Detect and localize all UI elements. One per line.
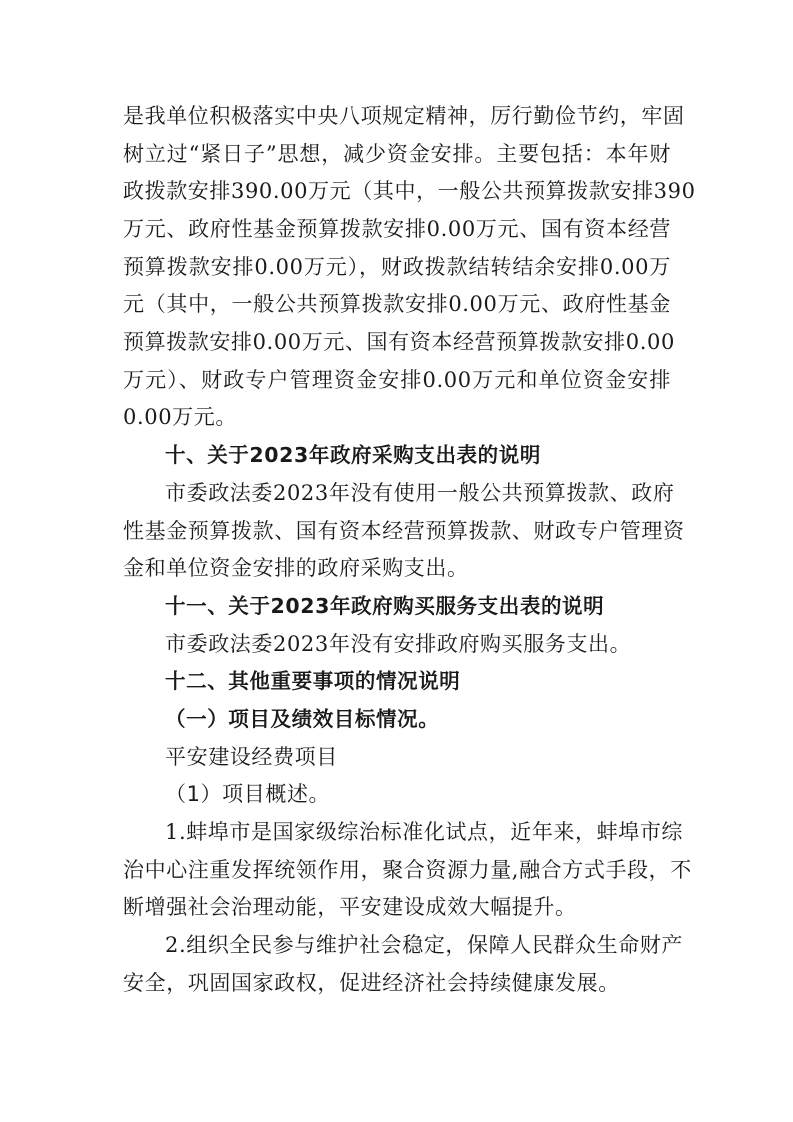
section-10-line-1: 市委政法委2023年没有使用一般公共预算拨款、政府 <box>165 481 675 505</box>
section-10-line-2: 性基金预算拨款、国有资本经营预算拨款、财政专户管理资 <box>123 519 685 543</box>
section-11-heading: 十一、关于2023年政府购买服务支出表的说明 <box>165 594 605 618</box>
section-10-heading: 十、关于2023年政府采购支出表的说明 <box>165 443 541 467</box>
budget-line-3: 政拨款安排390.00万元（其中，一般公共预算拨款安排390 <box>123 179 696 203</box>
item-1-line-1: 1.蚌埠市是国家级综治标准化试点，近年来，蚌埠市综 <box>165 820 684 844</box>
project-name: 平安建设经费项目 <box>165 745 338 769</box>
section-12-subheading: （一）项目及绩效目标情况。 <box>165 707 440 731</box>
budget-line-8: 万元）、财政专户管理资金安排0.00万元和单位资金安排 <box>123 368 671 392</box>
item-1-line-3: 断增强社会治理动能，平安建设成效大幅提升。 <box>123 895 577 919</box>
budget-line-1: 是我单位积极落实中央八项规定精神，厉行勤俭节约，牢固 <box>123 104 685 128</box>
budget-line-2: 树立过“紧日子”思想，减少资金安排。主要包括：本年财 <box>123 142 671 166</box>
item-1-line-2: 治中心注重发挥统领作用，聚合资源力量,融合方式手段，不 <box>123 858 692 882</box>
item-2-line-1: 2.组织全民参与维护社会稳定，保障人民群众生命财产 <box>165 933 684 957</box>
overview-label: （1）项目概述。 <box>165 782 331 806</box>
section-11-line-1: 市委政法委2023年没有安排政府购买服务支出。 <box>165 632 632 656</box>
budget-line-6: 元（其中，一般公共预算拨款安排0.00万元、政府性基金 <box>123 292 671 316</box>
section-10-line-3: 金和单位资金安排的政府采购支出。 <box>123 556 469 580</box>
budget-line-5: 预算拨款安排0.00万元），财政拨款结转结余安排0.00万 <box>123 255 671 279</box>
item-2-line-2: 安全，巩固国家政权，促进经济社会持续健康发展。 <box>123 971 620 995</box>
budget-line-7: 预算拨款安排0.00万元、国有资本经营预算拨款安排0.00 <box>123 330 675 354</box>
budget-line-9: 0.00万元。 <box>123 405 237 429</box>
budget-line-4: 万元、政府性基金预算拨款安排0.00万元、国有资本经营 <box>123 217 671 241</box>
section-12-heading: 十二、其他重要事项的情况说明 <box>165 669 461 693</box>
